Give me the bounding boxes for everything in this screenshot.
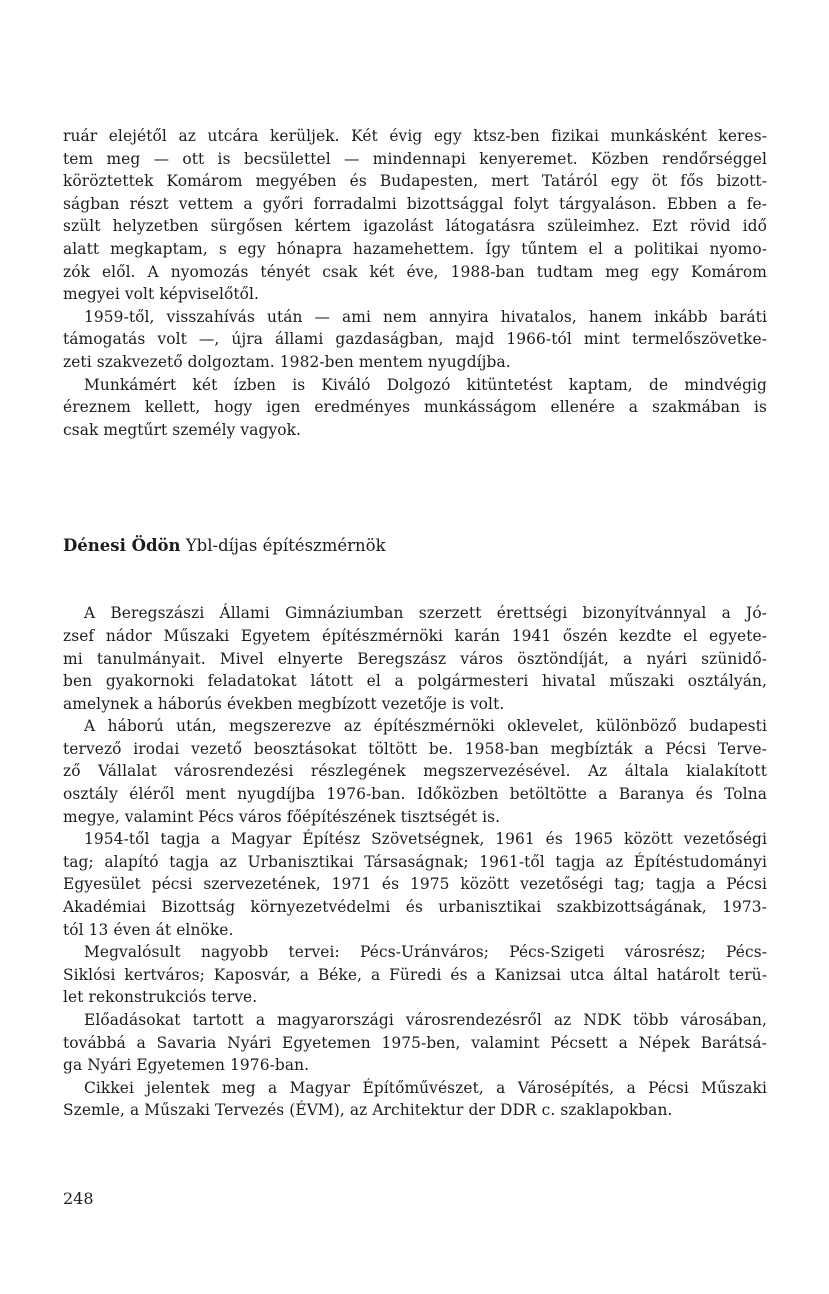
text-line: Akadémiai Bizottság környezetvédelmi és urbanisztikai szakbizottságának, 1973- <box>63 898 767 917</box>
book-page <box>63 125 767 1122</box>
section-spacer <box>63 441 767 533</box>
text-line: ben gyakornoki feladatokat látott el a polgármesteri hivatal műszaki osztályán, <box>63 672 767 691</box>
text-line: mi tanulmányait. Mivel elnyerte Beregszász város ösztöndíját, a nyári szünidő- <box>63 649 767 668</box>
text-line: amelynek a háborús években megbízott vezetője is volt. <box>63 694 505 713</box>
text-line: szült helyzetben sürgősen kértem igazolást látogatásra szüleimhez. Ezt rövid idő <box>63 217 767 236</box>
text-line: ga Nyári Egyetemen 1976-ban. <box>63 1056 310 1075</box>
paragraph <box>63 125 767 306</box>
paragraph <box>63 602 767 715</box>
paragraph <box>63 374 767 442</box>
text-line: zók elől. A nyomozás tényét csak két éve, 1988-ban tudtam meg egy Komárom <box>63 262 767 281</box>
page-number: 248 <box>63 1189 94 1208</box>
text-line: alatt megkaptam, s egy hónapra hazamehettem. Így tűntem el a politikai nyomo- <box>63 239 767 258</box>
text-line: ruár elejétől az utcára kerüljek. Két évig egy ktsz-ben fizikai munkásként keres- <box>63 127 767 145</box>
text-line: ságban részt vettem a győri forradalmi bizottsággal folyt tárgyaláson. Ebben a fe- <box>63 194 767 213</box>
paragraph <box>63 1077 767 1122</box>
heading-spacer <box>63 559 767 602</box>
paragraph <box>63 1009 767 1077</box>
text-line: tól 13 éven át elnöke. <box>63 920 234 939</box>
text-line: Munkámért két ízben is Kiváló Dolgozó kitüntetést kaptam, de mindvégig <box>84 375 767 394</box>
text-line: megyei volt képviselőtől. <box>63 285 259 304</box>
text-line: zsef nádor Műszaki Egyetem építészmérnöki karán 1941 őszén kezdte el egyete- <box>63 626 767 645</box>
text-line: tem meg — ott is becsülettel — mindennapi kenyeremet. Közben rendőrséggel <box>63 149 767 168</box>
text-line: tag; alapító tagja az Urbanisztikai Társaságnak; 1961-től tagja az Építéstudományi <box>63 852 767 871</box>
text-line: tervező irodai vezető beosztásokat töltött be. 1958-ban megbízták a Pécsi Terve- <box>63 739 767 758</box>
text-line: 1954-től tagja a Magyar Építész Szövetségnek, 1961 és 1965 között vezetőségi <box>84 830 767 849</box>
paragraph <box>63 941 767 1009</box>
text-line: A Beregszászi Állami Gimnáziumban szerzett érettségi bizonyítvánnyal a Jó- <box>84 604 767 623</box>
paragraph <box>63 306 767 374</box>
text-line: támogatás volt —, újra állami gazdaságban, majd 1966-tól mint termelőszövetke- <box>63 330 767 349</box>
entry-heading-title: Ybl-díjas építészmérnök <box>180 536 386 556</box>
text-line: Siklósi kertváros; Kaposvár, a Béke, a Füredi és a Kanizsai utca által határolt terü- <box>63 965 767 984</box>
text-line: köröztettek Komárom megyében és Budapesten, mert Tatáról egy öt fős bizott- <box>63 172 767 191</box>
text-line: csak megtűrt személy vagyok. <box>63 420 302 439</box>
text-line: zeti szakvezető dolgoztam. 1982-ben mentem nyugdíjba. <box>63 352 511 371</box>
text-line: éreznem kellett, hogy igen eredményes munkásságom ellenére a szakmában is <box>63 398 767 417</box>
paragraph <box>63 715 767 828</box>
paragraph <box>63 828 767 941</box>
text-line: Szemle, a Műszaki Tervezés (ÉVM), az Architektur der DDR c. szaklapokban. <box>63 1101 673 1120</box>
entry-heading <box>63 533 767 559</box>
text-line: A háború után, megszerezve az építészmérnöki oklevelet, különböző budapesti <box>84 717 767 736</box>
text-line: osztály éléről ment nyugdíjba 1976-ban. Időközben betöltötte a Baranya és Tolna <box>63 785 767 804</box>
text-line: let rekonstrukciós terve. <box>63 988 258 1007</box>
text-line: Egyesület pécsi szervezetének, 1971 és 1975 között vezetőségi tag; tagja a Pécsi <box>63 875 767 894</box>
text-line: megye, valamint Pécs város főépítészének tisztségét is. <box>63 807 501 826</box>
memoir-section <box>63 125 767 441</box>
text-line: Előadásokat tartott a magyarországi városrendezésről az NDK több városában, <box>84 1011 767 1029</box>
text-line: 1959-től, visszahívás után — ami nem annyira hivatalos, hanem inkább baráti <box>84 307 767 326</box>
text-line: ző Vállalat városrendezési részlegének megszervezésével. Az általa kialakított <box>63 762 767 781</box>
text-line: Megvalósult nagyobb tervei: Pécs-Uránváros; Pécs-Szigeti városrész; Pécs- <box>84 943 767 962</box>
entry-heading-name: Dénesi Ödön <box>63 536 181 556</box>
biography-section <box>63 602 767 1122</box>
text-line: továbbá a Savaria Nyári Egyetemen 1975-ben, valamint Pécsett a Népek Barátsá- <box>63 1033 767 1052</box>
text-line: Cikkei jelentek meg a Magyar Építőművészet, a Városépítés, a Pécsi Műszaki <box>84 1078 767 1097</box>
